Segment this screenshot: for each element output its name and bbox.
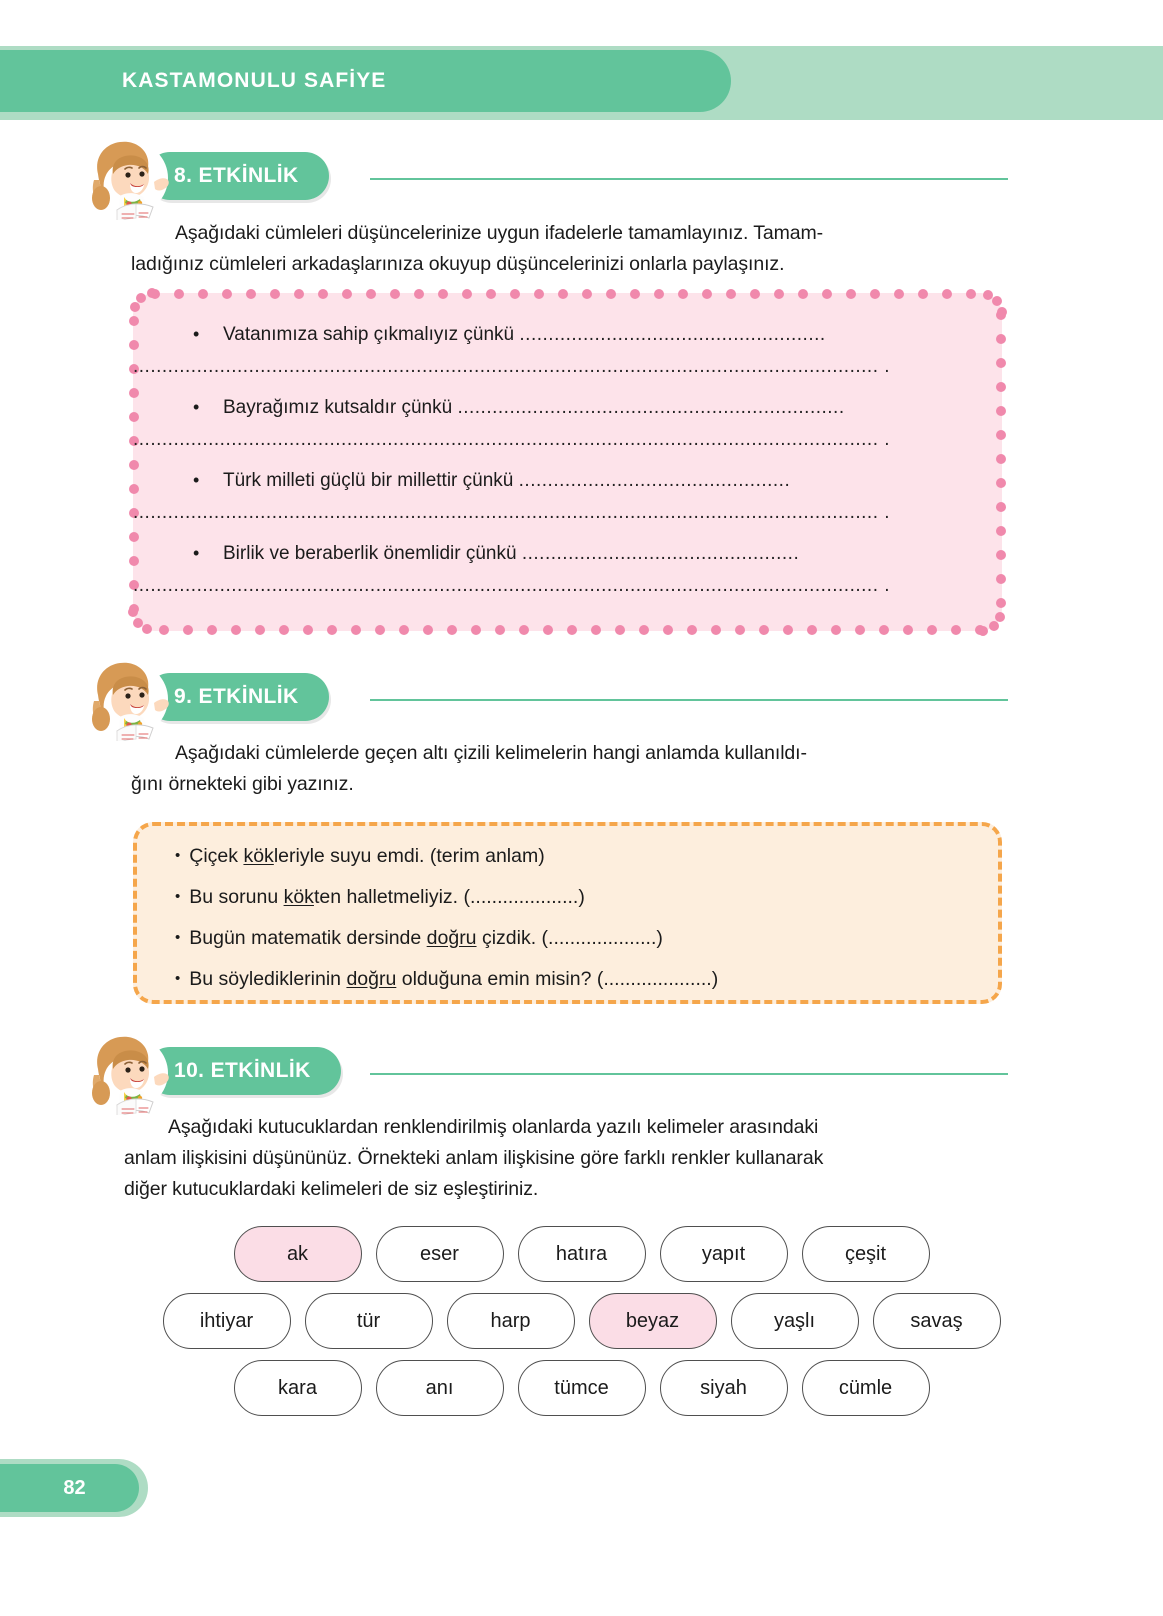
list-item [175, 844, 998, 868]
activity-tab-10-label: 10. ETKİNLİK [174, 1059, 311, 1082]
girl-reading-book-icon [84, 655, 176, 741]
activity-9-instruction-line2: ğını örnekteki gibi yazınız. [131, 773, 354, 795]
word-pill[interactable]: tür [305, 1293, 433, 1349]
word-pill[interactable]: çeşit [802, 1226, 930, 1282]
word-pill[interactable]: cümle [802, 1360, 930, 1416]
word-pill[interactable]: yapıt [660, 1226, 788, 1282]
activity-10-instruction-line2: anlam ilişkisini düşününüz. Örnekteki anlam ilişkisine göre farklı renkler kullanarak [124, 1147, 824, 1169]
bullet-icon: • [193, 470, 200, 490]
activity-9-sentence-box [133, 822, 1002, 1004]
activity-8-item-2-text: Türk milleti güçlü bir millettir çünkü [223, 470, 519, 491]
activity-9-sentence-3-pre: Bu söylediklerinin [189, 968, 347, 990]
activity-header-8 [0, 148, 1163, 210]
page-title: KASTAMONULU SAFİYE [122, 69, 387, 92]
activity-rule-9 [370, 699, 1008, 701]
word-pill-row-2 [0, 1293, 1163, 1349]
girl-reading-book-icon [84, 1029, 176, 1115]
activity-8-instruction [131, 218, 1011, 280]
activity-tab-8-label: 8. ETKİNLİK [174, 164, 299, 187]
bullet-icon: • [175, 888, 181, 905]
word-pill[interactable]: siyah [660, 1360, 788, 1416]
list-item [193, 394, 983, 421]
girl-reading-book-icon [84, 134, 176, 220]
activity-9-sentence-2-post[interactable]: çizdik. (....................) [476, 927, 663, 949]
list-item [193, 321, 983, 348]
list-item [175, 926, 998, 950]
activity-9-sentence-1-underlined: kök [283, 886, 314, 908]
activity-header-9 [0, 669, 1163, 731]
word-pill-grid [0, 1226, 1163, 1427]
list-item [193, 540, 983, 567]
activity-9-sentence-1-post[interactable]: ten halletmeliyiz. (....................) [313, 886, 585, 908]
bullet-icon: • [175, 847, 181, 864]
word-pill[interactable]: beyaz [589, 1293, 717, 1349]
activity-9-instruction-line1: Aşağıdaki cümlelerde geçen altı çizili kelimelerin hangi anlamda kullanıldı- [175, 742, 807, 764]
activity-9-sentence-3-underlined: doğru [346, 968, 397, 990]
chapter-header-band [0, 50, 731, 112]
activity-rule-10 [370, 1073, 1008, 1075]
activity-8-blank-2[interactable]: ................................................................................................................................. . [133, 502, 891, 523]
word-pill[interactable]: ak [234, 1226, 362, 1282]
activity-9-sentence-3-post[interactable]: olduğuna emin misin? (....................) [396, 968, 719, 990]
activity-9-sentence-0-pre: Çiçek [189, 845, 244, 867]
activity-rule-8 [370, 178, 1008, 180]
activity-header-10 [0, 1043, 1163, 1105]
list-item [193, 467, 983, 494]
activity-9-sentence-2-underlined: doğru [426, 927, 477, 949]
activity-9-sentence-0-underlined: kök [243, 845, 274, 867]
page-number-value: 82 [63, 1476, 86, 1499]
activity-8-item-1-dots[interactable]: ................................................................... [457, 397, 845, 418]
word-pill[interactable]: tümce [518, 1360, 646, 1416]
bullet-icon: • [175, 929, 181, 946]
activity-8-blank-1[interactable]: ................................................................................................................................. . [133, 429, 891, 450]
word-pill[interactable]: harp [447, 1293, 575, 1349]
word-pill-row-3 [0, 1360, 1163, 1416]
activity-8-item-0-dots[interactable]: ..................................................... [519, 324, 826, 345]
activity-8-blank-3[interactable]: ................................................................................................................................. . [133, 575, 891, 596]
word-pill-row-1 [0, 1226, 1163, 1282]
bullet-icon: • [193, 324, 200, 344]
word-pill[interactable]: anı [376, 1360, 504, 1416]
list-item [175, 885, 998, 909]
activity-9-sentence-2-pre: Bugün matematik dersinde [189, 927, 427, 949]
word-pill[interactable]: kara [234, 1360, 362, 1416]
word-pill[interactable]: hatıra [518, 1226, 646, 1282]
activity-8-item-0-text: Vatanımıza sahip çıkmalıyız çünkü [223, 324, 520, 345]
activity-8-item-1-text: Bayrağımız kutsaldır çünkü [223, 397, 458, 418]
word-pill[interactable]: savaş [873, 1293, 1001, 1349]
page-number-badge [0, 1464, 139, 1512]
bullet-icon: • [193, 397, 200, 417]
activity-8-item-3-text: Birlik ve beraberlik önemlidir çünkü [223, 543, 522, 564]
activity-8-item-3-dots[interactable]: ................................................ [521, 543, 800, 564]
activity-9-instruction [131, 738, 1011, 800]
list-item [175, 967, 998, 991]
activity-tab-9-label: 9. ETKİNLİK [174, 685, 299, 708]
activity-8-instruction-line2: ladığınız cümleleri arkadaşlarınıza okuyup düşüncelerinizi onlarla paylaşınız. [131, 253, 785, 275]
activity-8-answer-box [133, 293, 1002, 631]
word-pill[interactable]: ihtiyar [163, 1293, 291, 1349]
word-pill[interactable]: yaşlı [731, 1293, 859, 1349]
activity-10-instruction-line3: diğer kutucuklardaki kelimeleri de siz eşleştiriniz. [124, 1178, 539, 1200]
activity-10-instruction-line1: Aşağıdaki kutucuklardan renklendirilmiş olanlarda yazılı kelimeler arasındaki [168, 1116, 819, 1138]
bullet-icon: • [175, 970, 181, 987]
activity-8-blank-0[interactable]: ................................................................................................................................. . [133, 356, 891, 377]
activity-8-item-2-dots[interactable]: ............................................... [518, 470, 791, 491]
activity-9-sentence-1-pre: Bu sorunu [189, 886, 284, 908]
word-pill[interactable]: eser [376, 1226, 504, 1282]
activity-8-instruction-line1: Aşağıdaki cümleleri düşüncelerinize uygun ifadelerle tamamlayınız. Tamam- [175, 222, 824, 244]
activity-10-instruction [124, 1112, 1024, 1205]
bullet-icon: • [193, 543, 200, 563]
activity-8-question-list [133, 321, 983, 613]
activity-9-sentence-0-post: leriyle suyu emdi. (terim anlam) [273, 845, 545, 867]
